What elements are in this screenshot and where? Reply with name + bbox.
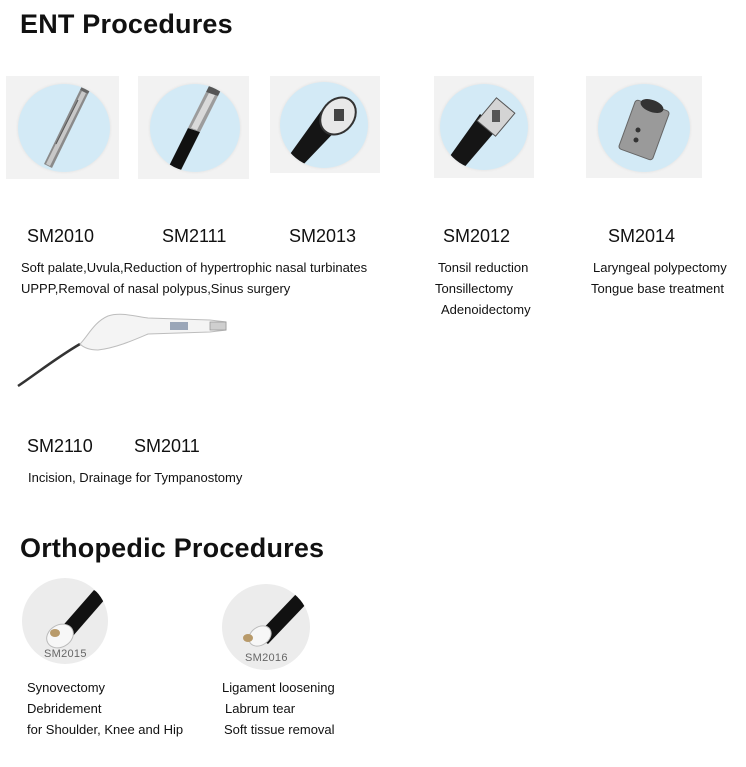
desc-line: Ligament loosening	[222, 680, 335, 695]
desc-sm2012	[435, 257, 531, 320]
desc-line: Synovectomy	[27, 680, 106, 695]
model-label-sm2012: SM2012	[443, 226, 511, 246]
desc-line: Soft palate,Uvula,Reduction of hypertrophic nasal turbinates	[21, 260, 368, 275]
desc-line: Tonsil reduction	[438, 260, 529, 275]
desc-line: Tongue base treatment	[591, 281, 724, 296]
sm2015-image-label: SM2015	[44, 648, 87, 660]
handpiece-image	[16, 300, 246, 392]
desc-sm2110-sm2011: Incision, Drainage for Tympanostomy	[28, 470, 243, 485]
electrode-tip-icon	[440, 84, 528, 170]
ent-section-title: ENT Procedures	[20, 9, 233, 39]
electrode-tip-icon	[598, 84, 690, 172]
sm2014-image	[586, 76, 702, 178]
desc-line: for Shoulder, Knee and Hip	[27, 722, 184, 737]
model-label-sm2013: SM2013	[289, 226, 357, 246]
model-label-sm2110: SM2110	[27, 436, 93, 456]
ortho-section-title: Orthopedic Procedures	[20, 533, 325, 563]
sm2016-image-label: SM2016	[245, 652, 288, 664]
sm2010-image	[6, 76, 119, 179]
electrode-tip-icon	[18, 84, 110, 172]
sm2013-image	[270, 76, 380, 173]
sm2012-image	[434, 76, 534, 178]
desc-line: Labrum tear	[225, 701, 296, 716]
desc-line: Debridement	[27, 701, 102, 716]
desc-sm2010-sm2013	[21, 257, 367, 299]
desc-line: Soft tissue removal	[224, 722, 335, 737]
model-label-sm2111: SM2111	[162, 226, 227, 246]
model-label-sm2011: SM2011	[134, 436, 200, 456]
desc-line: Adenoidectomy	[441, 302, 531, 317]
electrode-tip-icon	[280, 82, 368, 168]
desc-sm2016	[222, 677, 335, 740]
electrode-tip-icon	[150, 84, 240, 172]
desc-sm2014	[591, 257, 727, 299]
model-label-sm2010: SM2010	[27, 226, 95, 246]
desc-line: UPPP,Removal of nasal polypus,Sinus surgery	[21, 281, 291, 296]
desc-line: Tonsillectomy	[435, 281, 514, 296]
desc-sm2015	[27, 677, 183, 740]
model-label-sm2014: SM2014	[608, 226, 676, 246]
sm2111-image	[138, 76, 249, 179]
desc-line: Laryngeal polypectomy	[593, 260, 727, 275]
